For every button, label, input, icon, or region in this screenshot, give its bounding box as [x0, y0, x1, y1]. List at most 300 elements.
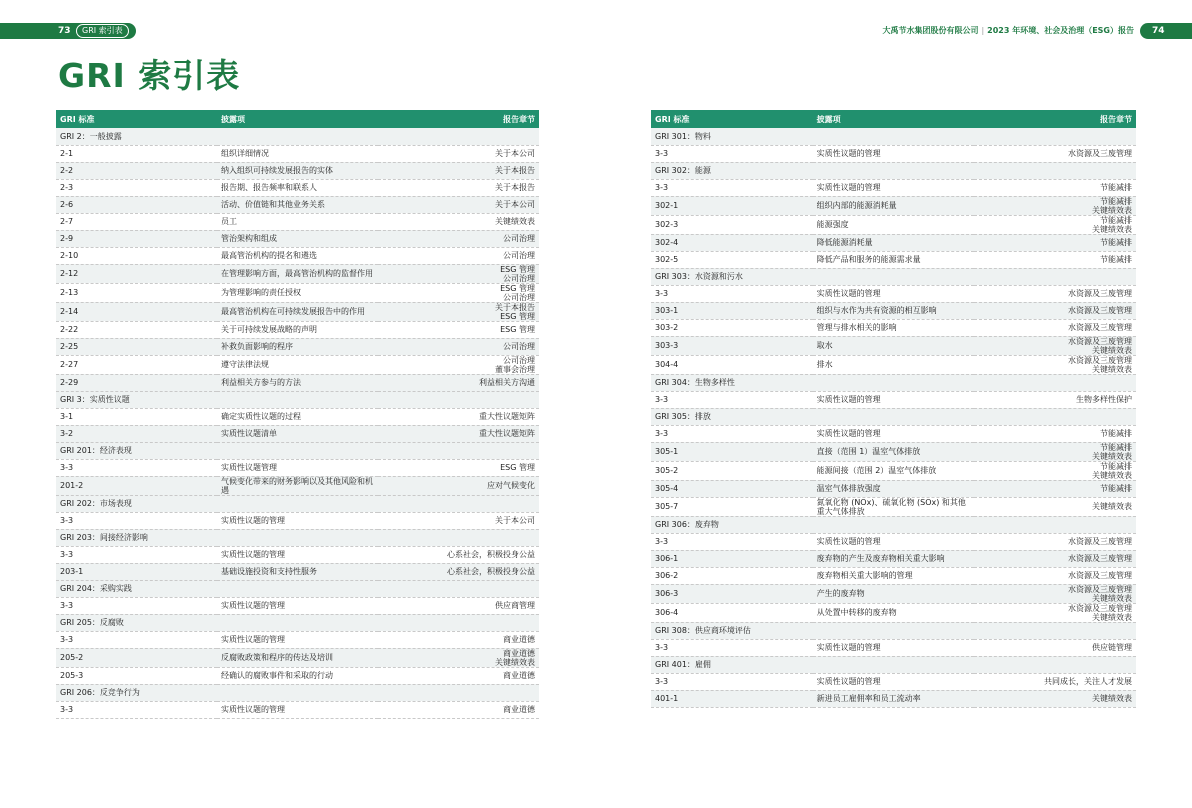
chapter-cell	[974, 179, 1136, 196]
disclosure-cell: 补救负面影响的程序	[217, 338, 378, 355]
page-title: GRI 索引表	[58, 56, 241, 95]
table-header-row	[56, 110, 539, 128]
disclosure-cell: 管理与排水相关的影响	[813, 319, 975, 336]
chapter-line: 关键绩效表	[495, 657, 535, 667]
chapter-line: 水资源及三废管理	[1068, 537, 1132, 546]
table-row	[651, 355, 1136, 374]
chapter-cell	[378, 264, 539, 283]
section-row	[56, 391, 539, 408]
table-row	[56, 355, 539, 374]
disclosure-cell: 基础设施投资和支持性服务	[217, 563, 378, 580]
chapter-line: 关于本报告	[495, 183, 535, 192]
section-row	[56, 684, 539, 701]
chapter-cell	[378, 213, 539, 230]
disclosure-cell: 为管理影响的责任授权	[217, 283, 378, 302]
table-row	[56, 162, 539, 179]
table-row	[651, 425, 1136, 442]
gri-standard-cell: 306-1	[651, 550, 813, 567]
disclosure-cell: 利益相关方参与的方法	[217, 374, 378, 391]
chapter-line: 节能减排	[1100, 442, 1132, 452]
disclosure-cell: 最高管治机构的提名和遴选	[217, 247, 378, 264]
report-name: 2023 年环境、社会及治理（ESG）报告	[987, 26, 1134, 35]
chapter-cell	[974, 533, 1136, 550]
disclosure-cell: 从处置中转移的废弃物	[813, 603, 975, 622]
section-title: GRI 304：生物多样性	[651, 374, 1136, 391]
disclosure-cell: 确定实质性议题的过程	[217, 408, 378, 425]
disclosure-cell: 实质性议题的管理	[813, 179, 975, 196]
table-row	[56, 179, 539, 196]
section-row	[56, 580, 539, 597]
gri-standard-cell: 2-22	[56, 321, 217, 338]
gri-standard-cell: 302-3	[651, 215, 813, 234]
gri-standard-cell: 3-3	[56, 631, 217, 648]
disclosure-cell: 实质性议题的管理	[813, 425, 975, 442]
chapter-line: 关键绩效表	[1092, 345, 1132, 355]
table-header-row	[651, 110, 1136, 128]
table-row	[651, 639, 1136, 656]
gri-standard-cell: 201-2	[56, 476, 217, 495]
gri-standard-cell: 2-10	[56, 247, 217, 264]
chapter-line: 关键绩效表	[495, 217, 535, 226]
table-row	[56, 283, 539, 302]
disclosure-cell: 直接（范围 1）温室气体排放	[813, 442, 975, 461]
gri-standard-cell: 3-3	[56, 459, 217, 476]
chapter-line: 供应链管理	[1092, 643, 1132, 652]
chapter-line: ESG 管理	[500, 283, 535, 293]
chapter-line: 利益相关方沟通	[479, 378, 535, 387]
col-header-std: GRI 标准	[651, 110, 813, 128]
table-row	[651, 391, 1136, 408]
disclosure-cell: 产生的废弃物	[813, 584, 975, 603]
chapter-line: 水资源及三废管理	[1068, 336, 1132, 346]
table-row	[651, 603, 1136, 622]
table-row	[651, 533, 1136, 550]
section-title: GRI 206：反竞争行为	[56, 684, 539, 701]
chapter-line: 水资源及三废管理	[1068, 571, 1132, 580]
gri-standard-cell: 2-6	[56, 196, 217, 213]
chapter-line: 生物多样性保护	[1076, 395, 1132, 404]
chapter-line: 节能减排	[1100, 196, 1132, 206]
table-row	[651, 567, 1136, 584]
section-row	[651, 128, 1136, 145]
col-header-chapter: 报告章节	[378, 110, 539, 128]
chapter-line: 应对气候变化	[487, 481, 535, 490]
gri-standard-cell: 205-2	[56, 648, 217, 667]
table-row	[56, 563, 539, 580]
col-header-chapter: 报告章节	[974, 110, 1136, 128]
table-row	[56, 631, 539, 648]
disclosure-cell: 实质性议题的管理	[813, 639, 975, 656]
section-row	[651, 516, 1136, 533]
chapter-line: 公司治理	[503, 342, 535, 351]
disclosure-cell: 降低产品和服务的能源需求量	[813, 251, 975, 268]
chapter-cell	[378, 563, 539, 580]
disclosure-cell: 气候变化带来的财务影响以及其他风险和机遇	[217, 476, 378, 495]
section-row	[56, 614, 539, 631]
chapter-line: 关键绩效表	[1092, 612, 1132, 622]
chapter-line: 商业道德	[503, 705, 535, 714]
header-separator: |	[981, 26, 985, 35]
chapter-cell	[378, 459, 539, 476]
section-title: GRI 3：实质性议题	[56, 391, 539, 408]
table-row	[56, 476, 539, 495]
chapter-cell	[974, 355, 1136, 374]
chapter-line: 重大性议题矩阵	[479, 412, 535, 421]
disclosure-cell: 废弃物的产生及废弃物相关重大影响	[813, 550, 975, 567]
gri-standard-cell: 303-1	[651, 302, 813, 319]
table-row	[651, 584, 1136, 603]
chapter-cell	[378, 408, 539, 425]
table-row	[651, 673, 1136, 690]
disclosure-cell: 反腐败政策和程序的传达及培训	[217, 648, 378, 667]
chapter-cell	[378, 179, 539, 196]
disclosure-cell: 能源强度	[813, 215, 975, 234]
disclosure-cell: 遵守法律法规	[217, 355, 378, 374]
chapter-cell	[378, 425, 539, 442]
table-row	[56, 546, 539, 563]
table-row	[56, 701, 539, 718]
table-row	[651, 196, 1136, 215]
section-title: GRI 401：雇佣	[651, 656, 1136, 673]
gri-standard-cell: 203-1	[56, 563, 217, 580]
table-row	[56, 597, 539, 614]
chapter-cell	[378, 476, 539, 495]
chapter-line: 水资源及三废管理	[1068, 355, 1132, 365]
gri-standard-cell: 3-3	[651, 145, 813, 162]
chapter-cell	[974, 603, 1136, 622]
disclosure-cell: 废弃物相关重大影响的管理	[813, 567, 975, 584]
disclosure-cell: 实质性议题的管理	[217, 631, 378, 648]
table-row	[651, 215, 1136, 234]
gri-standard-cell: 3-3	[651, 533, 813, 550]
chapter-cell	[378, 338, 539, 355]
disclosure-cell: 实质性议题的管理	[813, 391, 975, 408]
disclosure-cell: 温室气体排放强度	[813, 480, 975, 497]
table-row	[651, 690, 1136, 707]
gri-standard-cell: 303-3	[651, 336, 813, 355]
chapter-line: 关键绩效表	[1092, 502, 1132, 511]
chapter-line: 供应商管理	[495, 601, 535, 610]
chapter-line: 公司治理	[503, 273, 535, 283]
table-row	[651, 550, 1136, 567]
chapter-cell	[974, 251, 1136, 268]
chapter-line: 关键绩效表	[1092, 364, 1132, 374]
disclosure-cell: 员工	[217, 213, 378, 230]
chapter-line: 关键绩效表	[1092, 694, 1132, 703]
section-row	[651, 162, 1136, 179]
disclosure-cell: 纳入组织可持续发展报告的实体	[217, 162, 378, 179]
chapter-cell	[378, 162, 539, 179]
chapter-line: ESG 管理	[500, 325, 535, 334]
table-row	[56, 374, 539, 391]
gri-standard-cell: 3-3	[56, 701, 217, 718]
chapter-cell	[974, 196, 1136, 215]
chapter-line: 心系社会，积极投身公益	[447, 550, 535, 559]
disclosure-cell: 实质性议题的管理	[217, 701, 378, 718]
disclosure-cell: 实质性议题的管理	[813, 285, 975, 302]
gri-standard-cell: 3-3	[651, 391, 813, 408]
chapter-cell	[378, 283, 539, 302]
gri-standard-cell: 2-7	[56, 213, 217, 230]
chapter-line: 节能减排	[1100, 183, 1132, 192]
section-row	[651, 622, 1136, 639]
chapter-cell	[378, 597, 539, 614]
chapter-cell	[378, 145, 539, 162]
table-row	[56, 338, 539, 355]
chapter-cell	[974, 497, 1136, 516]
section-title: GRI 302：能源	[651, 162, 1136, 179]
chapter-cell	[974, 461, 1136, 480]
chapter-line: 水资源及三废管理	[1068, 554, 1132, 563]
chapter-line: 心系社会，积极投身公益	[447, 567, 535, 576]
table-row	[56, 302, 539, 321]
disclosure-cell: 新进员工雇佣率和员工流动率	[813, 690, 975, 707]
chapter-line: 节能减排	[1100, 461, 1132, 471]
section-title: GRI 204：采购实践	[56, 580, 539, 597]
disclosure-cell: 实质性议题的管理	[813, 673, 975, 690]
chapter-line: 节能减排	[1100, 238, 1132, 247]
gri-standard-cell: 205-3	[56, 667, 217, 684]
chapter-cell	[974, 442, 1136, 461]
gri-standard-cell: 401-1	[651, 690, 813, 707]
table-row	[56, 648, 539, 667]
col-header-item: 披露项	[217, 110, 378, 128]
section-title: GRI 205：反腐败	[56, 614, 539, 631]
table-row	[56, 230, 539, 247]
chapter-line: 商业道德	[503, 635, 535, 644]
section-title: GRI 203：间接经济影响	[56, 529, 539, 546]
chapter-cell	[974, 639, 1136, 656]
disclosure-cell: 能源间接（范围 2）温室气体排放	[813, 461, 975, 480]
chapter-line: ESG 管理	[500, 264, 535, 274]
chapter-line: 关于本公司	[495, 149, 535, 158]
gri-standard-cell: 303-2	[651, 319, 813, 336]
chapter-cell	[974, 319, 1136, 336]
left-page-number: 73	[58, 26, 71, 36]
table-row	[56, 512, 539, 529]
disclosure-cell: 排水	[813, 355, 975, 374]
chapter-cell	[974, 480, 1136, 497]
disclosure-cell: 取水	[813, 336, 975, 355]
disclosure-cell: 经确认的腐败事件和采取的行动	[217, 667, 378, 684]
disclosure-cell: 组织与水作为共有资源的相互影响	[813, 302, 975, 319]
chapter-line: 关于本报告	[495, 302, 535, 312]
chapter-line: 水资源及三废管理	[1068, 149, 1132, 158]
chapter-line: 公司治理	[503, 234, 535, 243]
table-row	[651, 319, 1136, 336]
gri-standard-cell: 3-3	[651, 639, 813, 656]
table-row	[56, 459, 539, 476]
chapter-line: 节能减排	[1100, 429, 1132, 438]
chapter-line: 水资源及三废管理	[1068, 584, 1132, 594]
table-row	[56, 145, 539, 162]
chapter-cell	[378, 302, 539, 321]
gri-standard-cell: 302-5	[651, 251, 813, 268]
section-row	[56, 442, 539, 459]
chapter-line: 水资源及三废管理	[1068, 289, 1132, 298]
chapter-cell	[378, 230, 539, 247]
table-row	[651, 442, 1136, 461]
chapter-line: 关于本公司	[495, 516, 535, 525]
table-row	[651, 497, 1136, 516]
disclosure-cell: 实质性议题的管理	[217, 512, 378, 529]
chapter-cell	[974, 673, 1136, 690]
section-title: GRI 303：水资源和污水	[651, 268, 1136, 285]
gri-standard-cell: 3-3	[651, 285, 813, 302]
disclosure-cell: 组织内部的能源消耗量	[813, 196, 975, 215]
chapter-cell	[974, 550, 1136, 567]
gri-standard-cell: 302-4	[651, 234, 813, 251]
gri-standard-cell: 2-1	[56, 145, 217, 162]
chapter-line: 公司治理	[503, 355, 535, 365]
table-row	[56, 247, 539, 264]
table-row	[56, 667, 539, 684]
gri-index-table-left	[56, 110, 539, 719]
chapter-line: 商业道德	[503, 671, 535, 680]
section-title: GRI 2：一般披露	[56, 128, 539, 145]
chapter-cell	[378, 631, 539, 648]
chapter-line: 水资源及三废管理	[1068, 306, 1132, 315]
section-row	[651, 408, 1136, 425]
section-title: GRI 308：供应商环境评估	[651, 622, 1136, 639]
disclosure-cell: 最高管治机构在可持续发展报告中的作用	[217, 302, 378, 321]
disclosure-cell: 实质性议题的管理	[217, 597, 378, 614]
gri-standard-cell: 3-2	[56, 425, 217, 442]
table-row	[651, 285, 1136, 302]
chapter-cell	[378, 667, 539, 684]
chapter-line: 关于本公司	[495, 200, 535, 209]
gri-standard-cell: 3-3	[56, 597, 217, 614]
table-row	[651, 145, 1136, 162]
gri-standard-cell: 304-4	[651, 355, 813, 374]
chapter-line: 商业道德	[503, 648, 535, 658]
disclosure-cell: 在管理影响方面，最高管治机构的监督作用	[217, 264, 378, 283]
chapter-cell	[378, 648, 539, 667]
chapter-cell	[974, 302, 1136, 319]
chapter-line: 关键绩效表	[1092, 224, 1132, 234]
chapter-cell	[974, 234, 1136, 251]
table-row	[651, 179, 1136, 196]
chapter-line: 公司治理	[503, 251, 535, 260]
gri-standard-cell: 2-9	[56, 230, 217, 247]
chapter-cell	[378, 374, 539, 391]
section-row	[56, 529, 539, 546]
table-row	[651, 336, 1136, 355]
section-title: GRI 306：废弃物	[651, 516, 1136, 533]
table-row	[56, 408, 539, 425]
gri-standard-cell: 2-29	[56, 374, 217, 391]
chapter-cell	[378, 247, 539, 264]
chapter-cell	[378, 546, 539, 563]
section-row	[651, 374, 1136, 391]
disclosure-cell: 组织详细情况	[217, 145, 378, 162]
section-row	[651, 656, 1136, 673]
chapter-line: 节能减排	[1100, 255, 1132, 264]
disclosure-cell: 降低能源消耗量	[813, 234, 975, 251]
gri-standard-cell: 305-2	[651, 461, 813, 480]
table-row	[56, 213, 539, 230]
disclosure-cell: 报告期、报告频率和联系人	[217, 179, 378, 196]
chapter-cell	[974, 215, 1136, 234]
chapter-line: 水资源及三废管理	[1068, 603, 1132, 613]
disclosure-cell: 实质性议题的管理	[813, 533, 975, 550]
gri-standard-cell: 306-3	[651, 584, 813, 603]
chapter-line: 节能减排	[1100, 215, 1132, 225]
chapter-line: ESG 管理	[500, 311, 535, 321]
right-header-text	[882, 23, 1134, 39]
table-row	[56, 425, 539, 442]
left-section-label: GRI 索引表	[76, 24, 129, 38]
disclosure-cell: 氮氧化物 (NOx)、硫氧化物 (SOx) 和其他重大气体排放	[813, 497, 975, 516]
right-page-number: 74	[1152, 26, 1165, 36]
right-page-header-bar	[1140, 23, 1192, 39]
gri-standard-cell: 305-1	[651, 442, 813, 461]
chapter-line: 董事会治理	[495, 364, 535, 374]
table-row	[56, 321, 539, 338]
gri-standard-cell: 302-1	[651, 196, 813, 215]
disclosure-cell: 管治架构和组成	[217, 230, 378, 247]
gri-standard-cell: 3-3	[651, 673, 813, 690]
chapter-cell	[974, 584, 1136, 603]
chapter-cell	[974, 336, 1136, 355]
chapter-line: 关键绩效表	[1092, 470, 1132, 480]
chapter-cell	[378, 355, 539, 374]
company-name: 大禹节水集团股份有限公司	[882, 26, 979, 35]
gri-standard-cell: 2-2	[56, 162, 217, 179]
disclosure-cell: 实质性议题的管理	[813, 145, 975, 162]
gri-standard-cell: 2-3	[56, 179, 217, 196]
gri-standard-cell: 2-12	[56, 264, 217, 283]
chapter-line: 水资源及三废管理	[1068, 323, 1132, 332]
gri-standard-cell: 306-4	[651, 603, 813, 622]
gri-standard-cell: 2-25	[56, 338, 217, 355]
gri-standard-cell: 305-4	[651, 480, 813, 497]
chapter-line: 节能减排	[1100, 484, 1132, 493]
section-title: GRI 301：物料	[651, 128, 1136, 145]
table-row	[56, 196, 539, 213]
chapter-cell	[974, 285, 1136, 302]
section-row	[56, 495, 539, 512]
chapter-line: ESG 管理	[500, 463, 535, 472]
gri-standard-cell: 3-1	[56, 408, 217, 425]
chapter-line: 公司治理	[503, 292, 535, 302]
chapter-line: 关键绩效表	[1092, 451, 1132, 461]
gri-standard-cell: 306-2	[651, 567, 813, 584]
gri-standard-cell: 3-3	[56, 546, 217, 563]
section-title: GRI 202：市场表现	[56, 495, 539, 512]
chapter-cell	[378, 196, 539, 213]
left-page-header-bar	[0, 23, 136, 39]
disclosure-cell: 活动、价值链和其他业务关系	[217, 196, 378, 213]
chapter-line: 共同成长，关注人才发展	[1044, 677, 1132, 686]
gri-standard-cell: 2-14	[56, 302, 217, 321]
chapter-cell	[378, 321, 539, 338]
chapter-cell	[974, 690, 1136, 707]
chapter-cell	[378, 512, 539, 529]
chapter-line: 重大性议题矩阵	[479, 429, 535, 438]
disclosure-cell: 关于可持续发展战略的声明	[217, 321, 378, 338]
gri-index-table-right	[651, 110, 1136, 708]
chapter-cell	[378, 701, 539, 718]
gri-standard-cell: 305-7	[651, 497, 813, 516]
gri-standard-cell: 2-13	[56, 283, 217, 302]
gri-standard-cell: 3-3	[651, 179, 813, 196]
chapter-cell	[974, 425, 1136, 442]
chapter-line: 关键绩效表	[1092, 205, 1132, 215]
section-row	[56, 128, 539, 145]
table-row	[651, 480, 1136, 497]
table-row	[651, 234, 1136, 251]
